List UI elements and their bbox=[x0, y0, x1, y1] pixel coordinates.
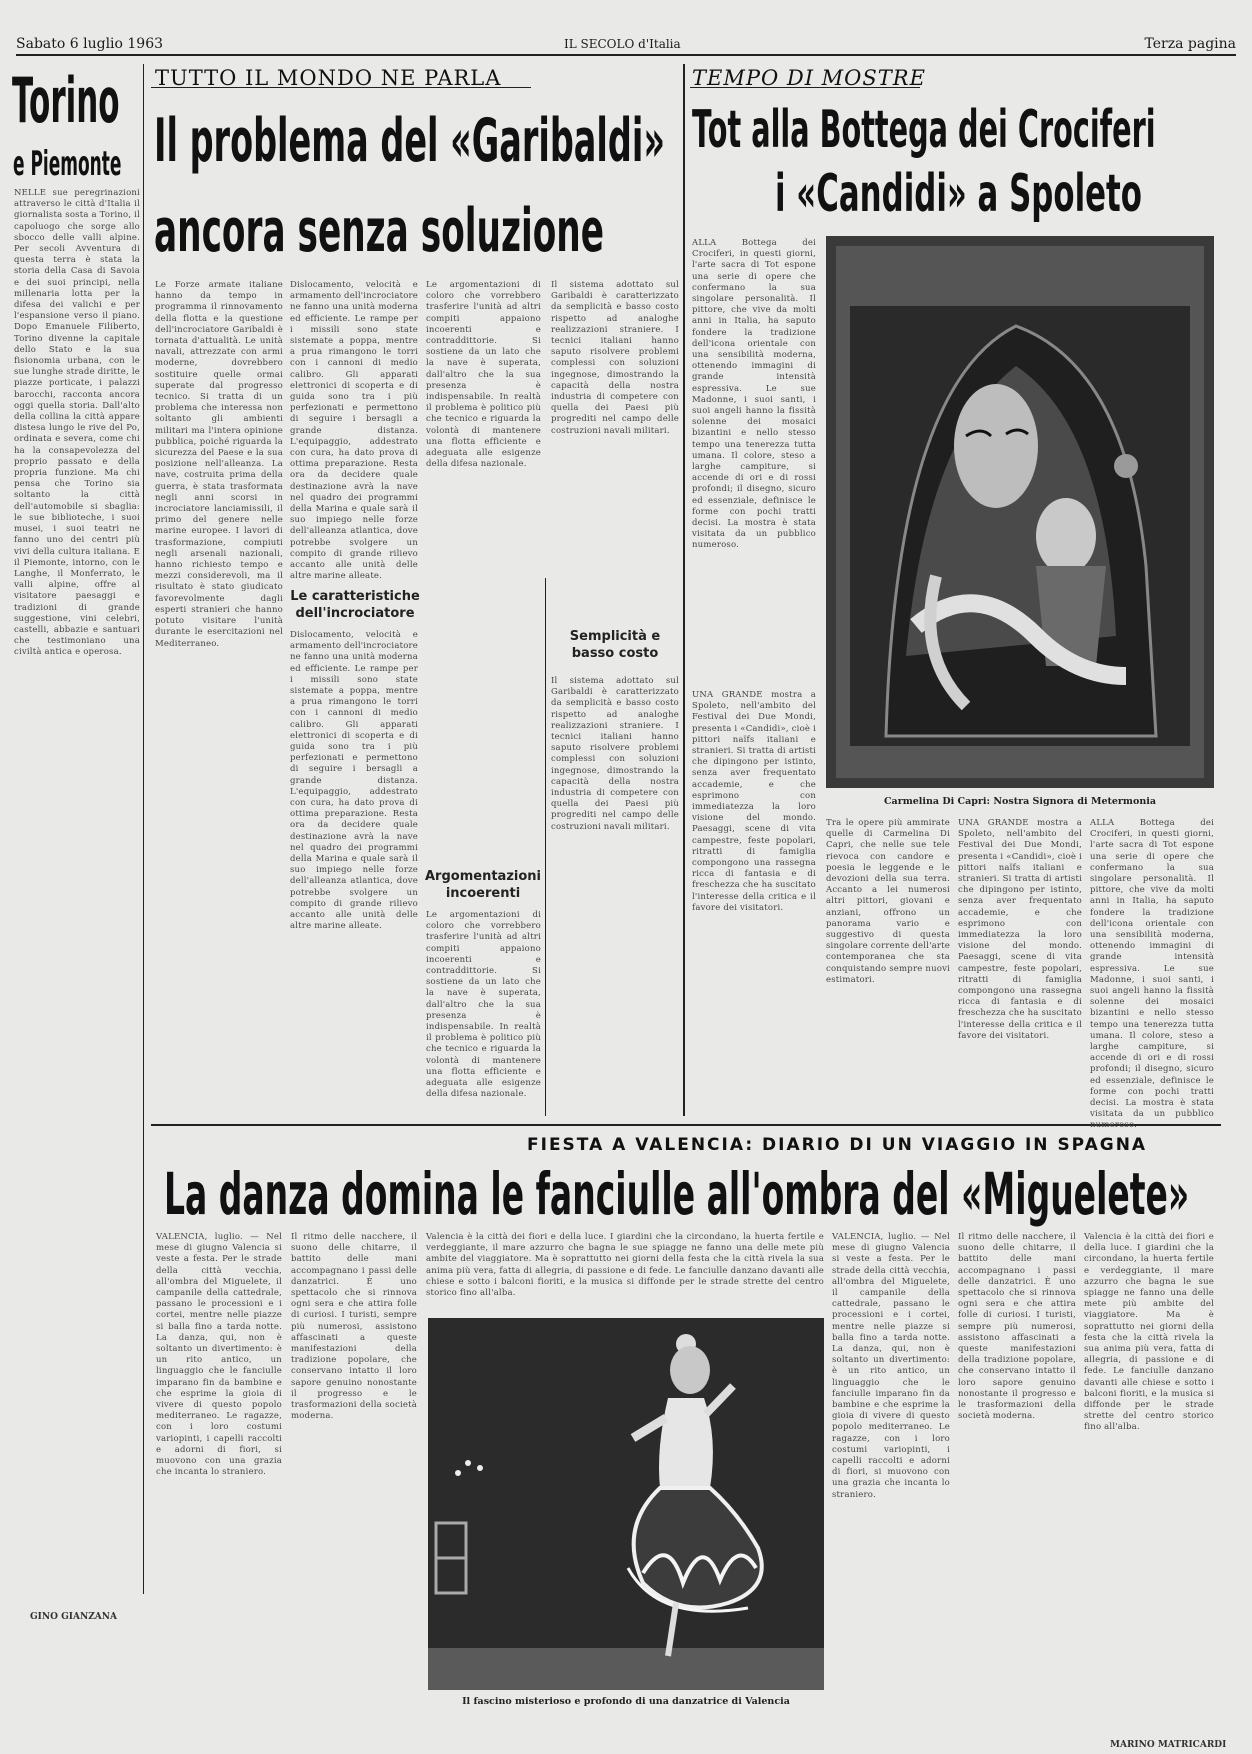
valencia-title: La danza domina le fanciulle all'ombra del «Miguelete» bbox=[164, 1160, 1190, 1228]
torino-signature: GINO GIANZANA bbox=[30, 1612, 117, 1622]
garibaldi-body-col3b: Le argomentazioni di coloro che vorrebbero trasferire l'unità ad altri compiti appaiono incoerenti e contraddittorie. Si sostiene da un lato che la nave è superata, dall'altro che la sua presenza è indispensabile. In realtà il problema è politico più che tecnico e riguarda la volontà di mantenere una flotta efficiente e adeguata alle esigenze della difesa nazionale. bbox=[426, 910, 541, 1100]
valencia-body-5: Il ritmo delle nacchere, il suono delle chitarre, il battito delle mani accompagnano i passi delle danzatrici. È uno spettacolo che si rinnova ogni sera e che attira folle di curiosi. I turisti, sempre più numerosi, assistono affascinati a queste manifestazioni della tradizione popolare, che conservano intatto il loro sapore genuino nonostante il progresso e le trasformazioni della società moderna. bbox=[958, 1232, 1076, 1422]
garibaldi-body: Le Forze armate italiane hanno da tempo in programma il rinnovamento della flotta e la questione dell'incrociatore Garibaldi è tornata d'attualità. Le unità navali, attrezzate con armi moderne, dovrebbero sostituire quelle ormai superate dal progresso tecnico. Si tratta di un problema che interessa non soltanto gli ambienti militari ma l'intera opinione pubblica, poiché riguarda la sicurezza del Paese e la sua posizione nell'alleanza. La nave, costruita prima della guerra, è stata trasformata negli anni scorsi in incrociatore lanciamissili, il primo del genere nelle marine europee. I lavori di trasformazione, compiuti negli arsenali nazionali, hanno richiesto tempo e mezzi considerevoli, ma il risultato è stato giudicato favorevolmente dagli esperti stranieri che hanno potuto visitare l'unità durante le esercitazioni nel Mediterraneo. bbox=[155, 280, 283, 649]
valencia-body-2: Il ritmo delle nacchere, il suono delle chitarre, il battito delle mani accompagnano i passi delle danzatrici. È uno spettacolo che si rinnova ogni sera e che attira folle di curiosi. I turisti, sempre più numerosi, assistono affascinati a queste manifestazioni della tradizione popolare, che conservano intatto il loro sapore genuino nonostante il progresso e le trasformazioni della società moderna. bbox=[291, 1232, 417, 1422]
page-header bbox=[16, 36, 1236, 56]
valencia-body-6: Valencia è la città dei fiori e della luce. I giardini che la circondano, la huerta fertile e verdeggiante, il mare azzurro che bagna le sue spiagge ne fanno una delle mete più ambite del viaggiatore. Ma è soprattutto nei giorni della festa che la città rivela la sua anima più vera, fatta di allegria, di passione e di fede. Le fanciulle danzano davanti alle chiese e sotto i balconi fioriti, e la musica si diffonde per le strade strette del centro storico fino all'alba. bbox=[1084, 1232, 1214, 1433]
torino-body: NELLE sue peregrinazioni attraverso le città d'Italia il giornalista sosta a Torino, il capoluogo che sorge allo sbocco delle valli alpine. Per secoli Avventura di questa terra è stata la storia della Casa di Savoia e dei suoi principi, nella millenaria lotta per la difesa dei valichi e per l'espansione verso il piano. Dopo Emanuele Filiberto, Torino divenne la capitale dello Stato e la sua fisionomia urbana, con le sue lunghe strade diritte, le piazze porticate, i palazzi barocchi, racconta ancora oggi quella storia. Dall'alto della collina la città appare distesa lungo le rive del Po, ordinata e severa, come chi ha la consapevolezza del proprio passato e della propria funzione. Ma chi pensa che Torino sia soltanto la città dell'automobile si sbaglia: le sue biblioteche, i suoi musei, i suoi teatri ne fanno uno dei centri più vivi della cultura italiana. E il Piemonte, intorno, con le Langhe, il Monferrato, le valli alpine, offre al visitatore paesaggi e tradizioni di grande suggestione, vini celebri, castelli, abbazie e santuari che testimoniano una civiltà antica e operosa. bbox=[14, 188, 141, 658]
painting-caption: Carmelina Di Capri: Nostra Signora di Metermonia bbox=[883, 796, 1156, 807]
dancer-image bbox=[428, 1318, 824, 1690]
mostre-title-line1: Tot alla Bottega dei Crociferi bbox=[692, 100, 1156, 160]
valencia-body-4: VALENCIA, luglio. — Nel mese di giugno Valencia si veste a festa. Per le strade della città vecchia, all'ombra del Miguelete, il campanile della cattedrale, passano le processioni e i cortei, mentre nelle piazze si balla fino a tarda notte. La danza, qui, non è soltanto un divertimento: è un rito antico, un linguaggio che le fanciulle imparano fin da bambine e che esprime la gioia di vivere di questo popolo mediterraneo. Le ragazze, con i loro costumi variopinti, i capelli raccolti e adorni di fiori, si muovono con una grazia che incanta lo straniero. bbox=[832, 1232, 950, 1500]
mostre-body-2: UNA GRANDE mostra a Spoleto, nell'ambito del Festival dei Due Mondi, presenta i «Candidi», cioè i pittori naïfs italiani e stranieri. Si tratta di artisti che dipingono per istinto, senza aver frequentato accademie, e che esprimono con immediatezza la loro visione del mondo. Paesaggi, scene di vita campestre, feste popolari, ritratti di famiglia compongono una rassegna ricca di fantasia e di freschezza che ha suscitato l'interesse della critica e il favore dei visitatori. bbox=[692, 690, 816, 913]
madonna-painting-image bbox=[826, 236, 1214, 788]
mostre-title-line2: i «Candidi» a Spoleto bbox=[775, 164, 1142, 224]
torino-subtitle: e Piemonte bbox=[13, 144, 122, 184]
dancer-photo bbox=[428, 1318, 824, 1690]
valencia-kicker: FIESTA A VALENCIA: DIARIO DI UN VIAGGIO IN SPAGNA bbox=[527, 1135, 1148, 1155]
garibaldi-title-line2: ancora senza soluzione bbox=[154, 196, 605, 266]
garibaldi-body-col2b: Dislocamento, velocità e armamento dell'incrociatore ne fanno una unità moderna ed efficiente. Le rampe per i missili sono state sistemate a poppa, mentre a prua rimangono le torri con i cannoni di medio calibro. Gli apparati elettronici di scoperta e di guida sono tra i più perfezionati e permettono di seguire i bersagli a grande distanza. L'equipaggio, addestrato con cura, ha dato prova di ottima preparazione. Resta ora da decidere quale destinazione avrà la nave nel quadro dei programmi della Marina e quale sarà il suo impiego nelle forze dell'alleanza atlantica, dove potrebbe svolgere un compito di grande rilievo accanto alle unità delle altre marine alleate. bbox=[290, 630, 419, 932]
section-rule bbox=[151, 1124, 1221, 1126]
mostre-body-3: Tra le opere più ammirate quelle di Carmelina Di Capri, che nelle sue tele rievoca con candore e poesia le leggende e le devozioni della sua terra. Accanto a lei numerosi altri pittori, giovani e anziani, offrono un panorama vario e suggestivo di questa singolare corrente dell'arte contemporanea che sta conquistando sempre nuovi estimatori. bbox=[826, 818, 950, 985]
mostre-body-4: UNA GRANDE mostra a Spoleto, nell'ambito del Festival dei Due Mondi, presenta i «Candidi», cioè i pittori naïfs italiani e stranieri. Si tratta di artisti che dipingono per istinto, senza aver frequentato accademie, e che esprimono con immediatezza la loro visione del mondo. Paesaggi, scene di vita campestre, feste popolari, ritratti di famiglia compongono una rassegna ricca di fantasia e di freschezza che ha suscitato l'interesse della critica e il favore dei visitatori. bbox=[958, 818, 1082, 1041]
dancer-caption: Il fascino misterioso e profondo di una danzatrice di Valencia bbox=[462, 1696, 790, 1707]
mostre-body: ALLA Bottega dei Crociferi, in questi giorni, l'arte sacra di Tot espone una serie di opere che confermano la sua singolare personalità. Il pittore, che vive da molti anni in Italia, ha saputo fondere la tradizione dell'icona orientale con una sensibilità moderna, ottenendo immagini di grande intensità espressiva. Le sue Madonne, i suoi santi, i suoi angeli hanno la fissità solenne dei mosaici bizantini e nello stesso tempo una tenerezza tutta umana. Il colore, steso a larghe campiture, si accende di ori e di rossi profondi; il disegno, sicuro ed essenziale, definisce le forme con pochi tratti decisi. La mostra è stata visitata da un pubblico numeroso. bbox=[692, 238, 816, 551]
header-date: Sabato 6 luglio 1963 bbox=[16, 36, 164, 52]
column-rule bbox=[143, 64, 144, 1594]
garibaldi-subheading-1: Le caratteristiche dell'incrociatore bbox=[290, 589, 420, 621]
garibaldi-body-col4: Il sistema adottato sul Garibaldi è caratterizzato da semplicità e basso costo rispetto ad analoghe realizzazioni straniere. I tecnici italiani hanno saputo risolvere problemi complessi con soluzioni ingegnose, dimostrando la capacità della nostra industria di competere con quella dei Paesi più progrediti nel campo delle costruzioni navali militari. bbox=[551, 280, 679, 436]
header-page: Terza pagina bbox=[1144, 36, 1236, 52]
garibaldi-title-line1: Il problema del «Garibaldi» bbox=[154, 106, 665, 176]
garibaldi-kicker: TUTTO IL MONDO NE PARLA bbox=[155, 66, 502, 90]
valencia-signature: MARINO MATRICARDI bbox=[1110, 1740, 1227, 1750]
mostre-kicker: TEMPO DI MOSTRE bbox=[692, 66, 926, 90]
torino-title: Torino bbox=[12, 64, 120, 137]
valencia-body-1: VALENCIA, luglio. — Nel mese di giugno Valencia si veste a festa. Per le strade della città vecchia, all'ombra del Miguelete, il campanile della cattedrale, passano le processioni e i cortei, mentre nelle piazze si balla fino a tarda notte. La danza, qui, non è soltanto un divertimento: è un rito antico, un linguaggio che le fanciulle imparano fin da bambine e che esprime la gioia di vivere di questo popolo mediterraneo. Le ragazze, con i loro costumi variopinti, i capelli raccolti e adorni di fiori, si muovono con una grazia che incanta lo straniero. bbox=[156, 1232, 282, 1478]
mostre-body-5: ALLA Bottega dei Crociferi, in questi giorni, l'arte sacra di Tot espone una serie di opere che confermano la sua singolare personalità. Il pittore, che vive da molti anni in Italia, ha saputo fondere la tradizione dell'icona orientale con una sensibilità moderna, ottenendo immagini di grande intensità espressiva. Le sue Madonne, i suoi santi, i suoi angeli hanno la fissità solenne dei mosaici bizantini e nello stesso tempo una tenerezza tutta umana. Il colore, steso a larghe campiture, si accende di ori e di rossi profondi; il disegno, sicuro ed essenziale, definisce le forme con pochi tratti decisi. La mostra è stata visitata da un pubblico numeroso. bbox=[1090, 818, 1214, 1131]
column-rule bbox=[683, 64, 685, 1116]
header-newspaper: IL SECOLO d'Italia bbox=[564, 37, 681, 51]
garibaldi-body-col4b: Il sistema adottato sul Garibaldi è caratterizzato da semplicità e basso costo rispetto ad analoghe realizzazioni straniere. I tecnici italiani hanno saputo risolvere problemi complessi con soluzioni ingegnose, dimostrando la capacità della nostra industria di competere con quella dei Paesi più progrediti nel campo delle costruzioni navali militari. bbox=[551, 676, 679, 832]
garibaldi-body-col2: Dislocamento, velocità e armamento dell'incrociatore ne fanno una unità moderna ed efficiente. Le rampe per i missili sono state sistemate a poppa, mentre a prua rimangono le torri con i cannoni di medio calibro. Gli apparati elettronici di scoperta e di guida sono tra i più perfezionati e permettono di seguire i bersagli a grande distanza. L'equipaggio, addestrato con cura, ha dato prova di ottima preparazione. Resta ora da decidere quale destinazione avrà la nave nel quadro dei programmi della Marina e quale sarà il suo impiego nelle forze dell'alleanza atlantica, dove potrebbe svolgere un compito di grande rilievo accanto alle unità delle altre marine alleate. bbox=[290, 280, 419, 582]
painting-photo bbox=[826, 236, 1214, 788]
garibaldi-body-col3: Le argomentazioni di coloro che vorrebbero trasferire l'unità ad altri compiti appaiono incoerenti e contraddittorie. Si sostiene da un lato che la nave è superata, dall'altro che la sua presenza è indispensabile. In realtà il problema è politico più che tecnico e riguarda la volontà di mantenere una flotta efficiente e adeguata alle esigenze della difesa nazionale. bbox=[426, 280, 541, 470]
column-rule bbox=[545, 578, 546, 1116]
garibaldi-subheading-2: Argomentazioni incoerenti bbox=[425, 869, 541, 901]
valencia-body-3: Valencia è la città dei fiori e della luce. I giardini che la circondano, la huerta fertile e verdeggiante, il mare azzurro che bagna le sue spiagge ne fanno una delle mete più ambite del viaggiatore. Ma è soprattutto nei giorni della festa che la città rivela la sua anima più vera, fatta di allegria, di passione e di fede. Le fanciulle danzano davanti alle chiese e sotto i balconi fioriti, e la musica si diffonde per le strade strette del centro storico fino all'alba. bbox=[426, 1232, 824, 1299]
garibaldi-subheading-3: Semplicità e basso costo bbox=[569, 629, 661, 661]
